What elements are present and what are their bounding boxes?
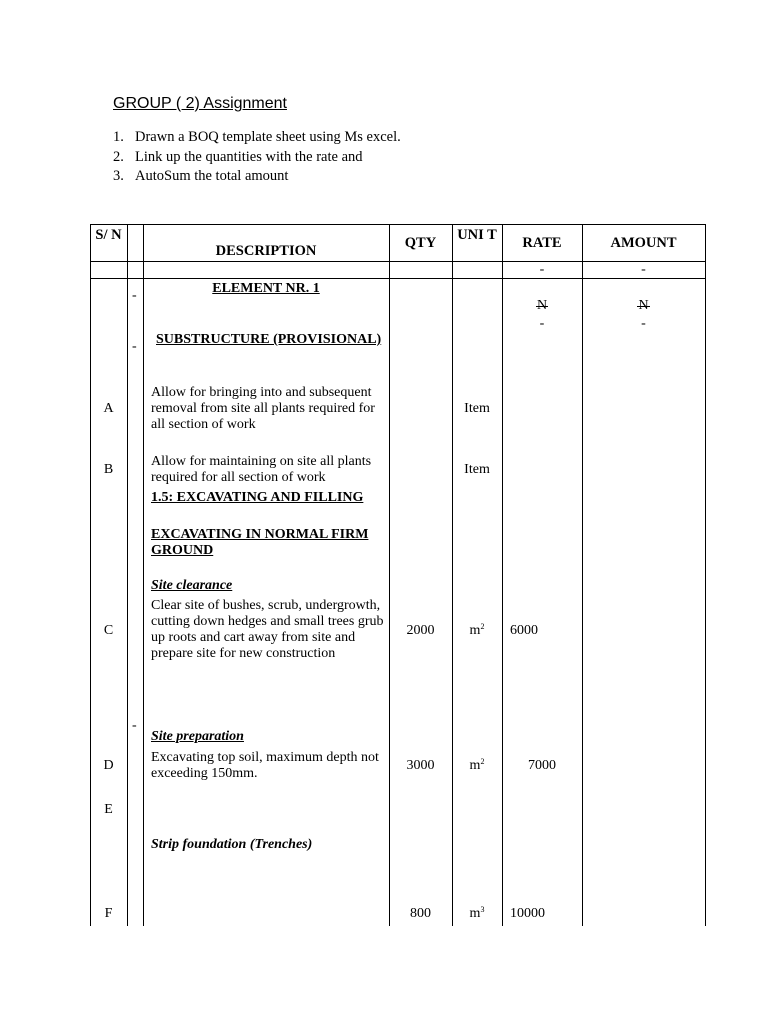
element-title: ELEMENT NR. 1 xyxy=(212,281,320,296)
column-border xyxy=(143,224,144,926)
section-heading: 1.5: EXCAVATING AND FILLING xyxy=(151,490,364,505)
row-c-description: Clear site of bushes, scrub, undergrowth, cutting down hedges and small trees grub up roots and cart away from site and prepare site for new construction xyxy=(151,598,384,661)
row-c-rate: 6000 xyxy=(510,623,538,638)
instruction-list xyxy=(113,128,401,187)
row-b-sn: B xyxy=(103,462,114,477)
row-f-sn: F xyxy=(104,906,113,921)
list-item: 3. AutoSum the total amount xyxy=(113,168,289,184)
rate-dash: - xyxy=(539,316,545,331)
row-d-description: Excavating top soil, maximum depth not exceeding 150mm. xyxy=(151,750,379,781)
header-sn: S/ N xyxy=(95,227,122,243)
site-preparation-heading: Site preparation xyxy=(151,729,244,744)
column-border xyxy=(90,224,91,926)
row-e-sn: E xyxy=(104,802,113,817)
document-title: GROUP ( 2) Assignment xyxy=(113,95,287,112)
column-border xyxy=(127,224,128,926)
column-border xyxy=(705,224,706,926)
row-b-description: Allow for maintaining on site all plants required for all section of work xyxy=(151,454,372,485)
dash-mark: - xyxy=(132,718,137,733)
header-unit: UNI T xyxy=(457,227,497,243)
subsection-heading: EXCAVATING IN NORMAL FIRM GROUND xyxy=(151,527,369,558)
column-border xyxy=(389,224,390,926)
row-d-unit: $m^2$ xyxy=(469,757,485,773)
header-description: DESCRIPTION xyxy=(215,243,317,259)
row-a-sn: A xyxy=(103,401,114,416)
row-b-unit: Item xyxy=(464,462,490,477)
boq-table xyxy=(90,224,706,926)
row-c-qty: 2000 xyxy=(406,623,435,638)
row-d-rate: 7000 xyxy=(528,758,556,773)
dash-mark: - xyxy=(132,339,137,354)
strip-foundation-heading: Strip foundation (Trenches) xyxy=(151,837,313,852)
row-f-qty: 800 xyxy=(410,906,431,921)
row-d-qty: 3000 xyxy=(406,758,435,773)
row-a-unit: Item xyxy=(464,401,490,416)
subheader-divider xyxy=(90,278,706,279)
row-d-sn: D xyxy=(103,758,114,773)
amount-dash: - xyxy=(641,262,646,277)
table-border-top xyxy=(90,224,706,225)
dash-mark: - xyxy=(132,288,137,303)
amount-currency: N xyxy=(638,298,649,313)
header-qty: QTY xyxy=(404,235,437,251)
header-rate: RATE xyxy=(522,235,562,251)
rate-dash: - xyxy=(539,262,545,277)
rate-currency: N xyxy=(536,298,548,313)
header-amount: AMOUNT xyxy=(610,235,677,251)
row-c-unit: $m^2$ xyxy=(469,622,485,638)
list-item: 1. Drawn a BOQ template sheet using Ms excel. xyxy=(113,129,401,145)
row-f-rate: 10000 xyxy=(510,906,545,921)
amount-dash: - xyxy=(641,316,646,331)
substructure-heading: SUBSTRUCTURE (PROVISIONAL) xyxy=(156,332,382,347)
site-clearance-heading: Site clearance xyxy=(151,578,233,593)
column-border xyxy=(452,224,453,926)
list-item: 2. Link up the quantities with the rate and xyxy=(113,148,363,165)
row-f-unit: $m^3$ xyxy=(469,905,485,921)
row-c-sn: C xyxy=(103,623,114,638)
row-a-description: Allow for bringing into and subsequent removal from site all plants required for all section of work xyxy=(151,385,375,432)
